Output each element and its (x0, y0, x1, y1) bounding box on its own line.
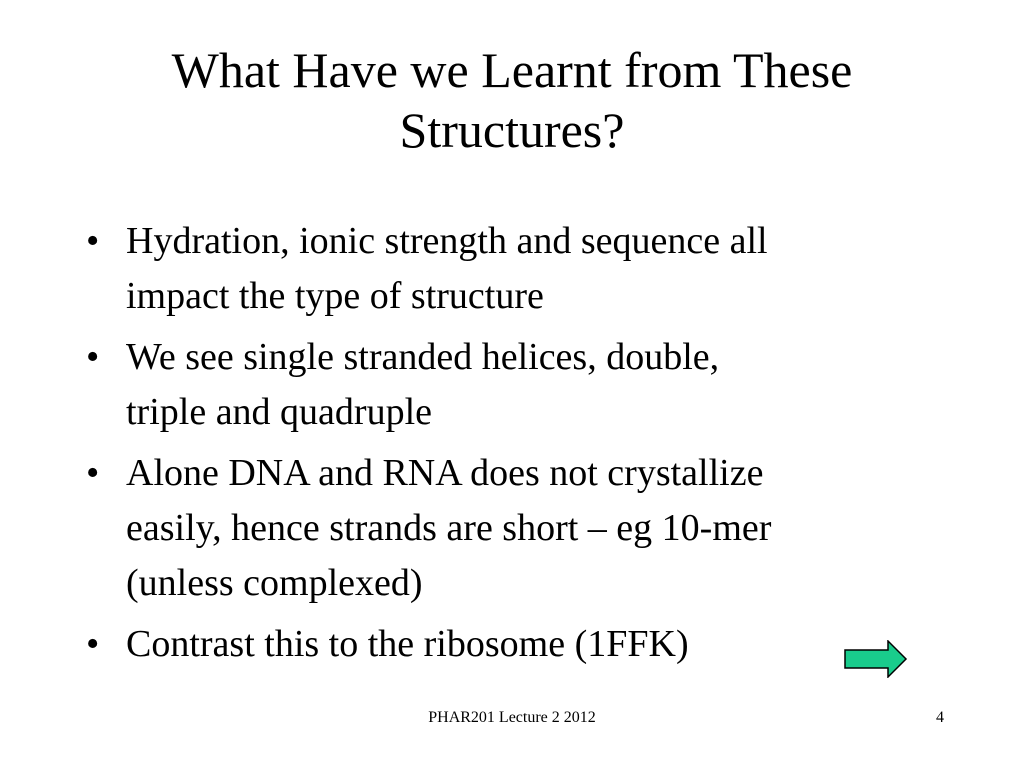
bullet-text: Contrast this to the ribosome (1FFK) (126, 623, 689, 665)
bullet-item (86, 617, 926, 672)
arrow-shape (845, 641, 906, 677)
bullet-text: Alone DNA and RNA does not crystallize (126, 452, 764, 494)
slide-number: 4 (936, 709, 944, 726)
title-line: Structures? (399, 102, 625, 158)
bullet-icon: • (86, 220, 100, 262)
slide-title (40, 40, 984, 160)
bullet-icon: • (86, 452, 100, 494)
bullet-text: triple and quadruple (126, 391, 433, 433)
bullet-icon: • (86, 336, 100, 378)
right-arrow-icon[interactable] (844, 640, 908, 678)
slide-footer: PHAR201 Lecture 2 2012 (428, 709, 596, 726)
bullet-list (86, 214, 926, 678)
bullet-item (86, 446, 926, 611)
bullet-text: easily, hence strands are short – eg 10-mer (126, 507, 772, 549)
bullet-icon: • (86, 623, 100, 665)
bullet-item (86, 330, 926, 440)
bullet-text: Hydration, ionic strength and sequence all (126, 220, 768, 262)
bullet-item (86, 214, 926, 324)
bullet-text: We see single stranded helices, double, (126, 336, 720, 378)
bullet-text: impact the type of structure (126, 275, 544, 317)
title-line: What Have we Learnt from These (171, 42, 853, 98)
bullet-text: (unless complexed) (126, 562, 423, 604)
